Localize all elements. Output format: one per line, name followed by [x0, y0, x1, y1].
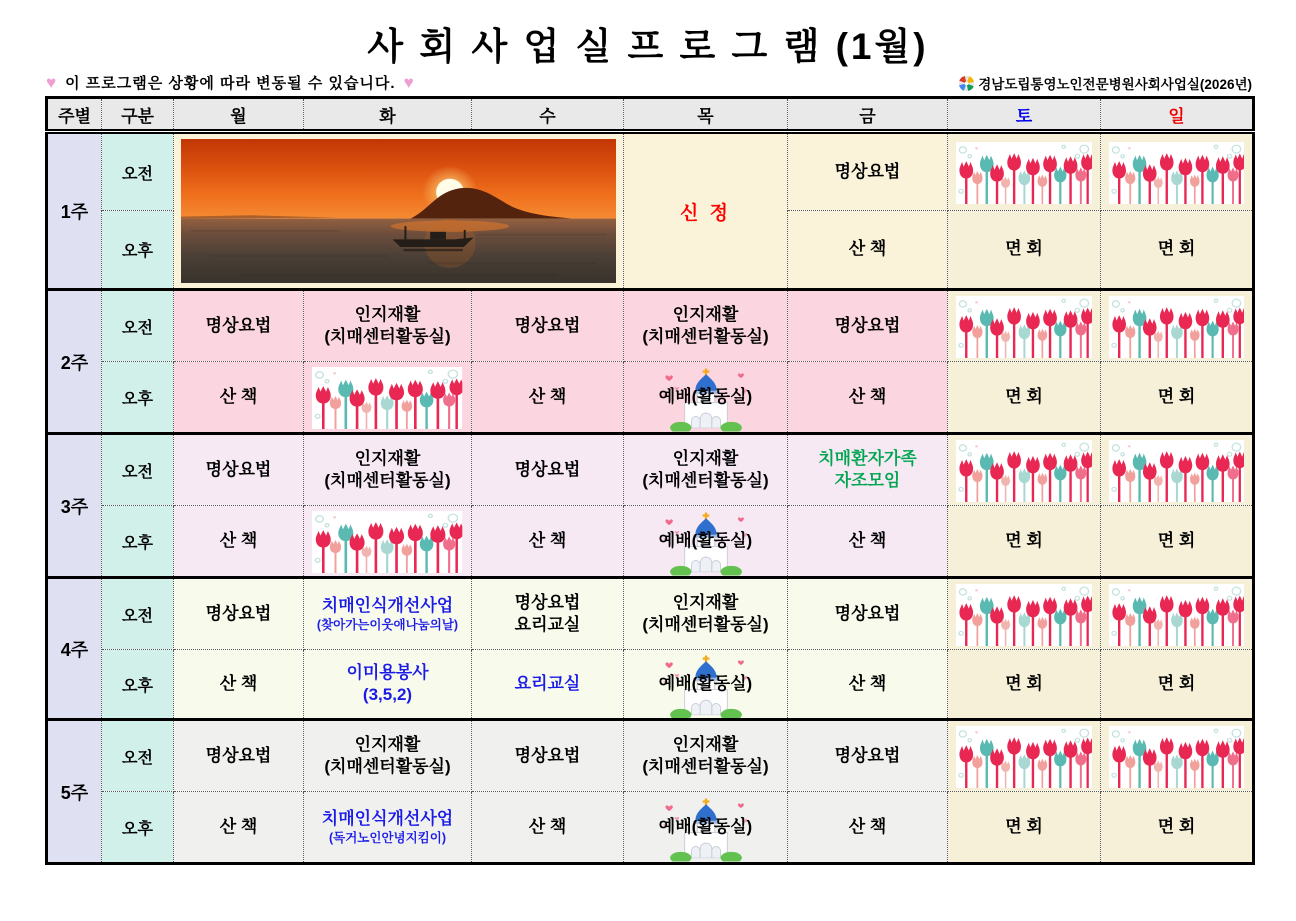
cell-week3-thu-pm: 예배(활동실) [624, 506, 788, 578]
cell-week5-wed-pm: 산 책 [472, 792, 624, 864]
cell-week3-tue-am: 인지재활 (치매센터활동실) [304, 434, 472, 506]
tulip-flowers-image [312, 367, 462, 429]
cell-week5-thu-am: 인지재활 (치매센터활동실) [624, 720, 788, 792]
cell-week3-fri-am: 치매환자가족 자조모임 [788, 434, 948, 506]
col-header-sun: 일 [1101, 98, 1254, 132]
tulip-flowers-image [312, 511, 462, 573]
session-label-am: 오전 [102, 434, 174, 506]
cell-week1-fri-pm: 산 책 [788, 211, 948, 290]
note-variability-text: 이 프로그램은 상황에 따라 변동될 수 있습니다. [65, 75, 396, 92]
page-title: 사 회 사 업 실 프 로 그 램 (1월) [367, 26, 929, 67]
cell-week1-sun-pm: 면 회 [1101, 211, 1254, 290]
session-label-am: 오전 [102, 290, 174, 362]
cell-week4-sat-pm: 면 회 [948, 650, 1101, 720]
cell-week3-wed-am: 명상요법 [472, 434, 624, 506]
week-label: 4주 [47, 578, 102, 720]
note-organization-text: 경남도립통영노인전문병원사회사업실(2026년) [978, 77, 1252, 92]
cell-week5-sat-am [948, 720, 1101, 792]
col-header-wed: 수 [472, 98, 624, 132]
tulip-flowers-image [956, 440, 1093, 502]
cell-week4-fri-pm: 산 책 [788, 650, 948, 720]
col-header-week: 주별 [47, 98, 102, 132]
cell-week4-thu-pm: 예배(활동실) [624, 650, 788, 720]
cell-week5-tue-am: 인지재활 (치매센터활동실) [304, 720, 472, 792]
cell-week5-thu-pm: 예배(활동실) [624, 792, 788, 864]
header-row [47, 98, 1254, 132]
cell-week2-sun-am [1101, 290, 1254, 362]
cell-week1-holiday: 신 정 [624, 132, 788, 290]
cell-week1-fri-am: 명상요법 [788, 132, 948, 211]
cell-week4-tue-am: 치매인식개선사업 (찾아가는이웃애나눔의날) [304, 578, 472, 650]
cell-week2-tue-am: 인지재활 (치매센터활동실) [304, 290, 472, 362]
session-label-am: 오전 [102, 132, 174, 211]
cell-week4-fri-am: 명상요법 [788, 578, 948, 650]
tulip-flowers-image [1109, 440, 1245, 502]
tulip-flowers-image [956, 584, 1093, 646]
cell-week3-sat-pm: 면 회 [948, 506, 1101, 578]
cell-week3-sun-am [1101, 434, 1254, 506]
cell-week1-mon-wed-photo [174, 132, 624, 290]
note-organization [958, 73, 1252, 93]
heart-icon: ♥ [403, 72, 415, 92]
cell-week2-fri-pm: 산 책 [788, 362, 948, 434]
cell-week3-mon-pm: 산 책 [174, 506, 304, 578]
week2-am-row [47, 290, 1254, 362]
cell-week2-mon-pm: 산 책 [174, 362, 304, 434]
tulip-flowers-image [956, 296, 1093, 358]
cell-week5-mon-am: 명상요법 [174, 720, 304, 792]
cell-week4-wed-am: 명상요법 요리교실 [472, 578, 624, 650]
week3-am-row [47, 434, 1254, 506]
cell-week5-fri-pm: 산 책 [788, 792, 948, 864]
cell-week3-fri-pm: 산 책 [788, 506, 948, 578]
cell-week5-sun-am [1101, 720, 1254, 792]
cell-week5-wed-am: 명상요법 [472, 720, 624, 792]
note-variability [46, 72, 415, 93]
session-label-pm: 오후 [102, 362, 174, 434]
cell-week2-wed-am: 명상요법 [472, 290, 624, 362]
week-label: 5주 [47, 720, 102, 864]
cell-week5-sat-pm: 면 회 [948, 792, 1101, 864]
cell-week2-mon-am: 명상요법 [174, 290, 304, 362]
session-label-pm: 오후 [102, 211, 174, 290]
week-label: 3주 [47, 434, 102, 578]
col-header-thu: 목 [624, 98, 788, 132]
cell-week4-wed-pm: 요리교실 [472, 650, 624, 720]
cell-week4-sun-pm: 면 회 [1101, 650, 1254, 720]
col-header-tue: 화 [304, 98, 472, 132]
session-label-am: 오전 [102, 720, 174, 792]
cell-week4-thu-am: 인지재활 (치매센터활동실) [624, 578, 788, 650]
week5-pm-row [47, 792, 1254, 864]
tulip-flowers-image [956, 726, 1093, 788]
cell-week4-sat-am [948, 578, 1101, 650]
notes-row [46, 72, 1252, 93]
week3-pm-row [47, 506, 1254, 578]
cell-week4-mon-pm: 산 책 [174, 650, 304, 720]
cell-week1-sun-am [1101, 132, 1254, 211]
week4-pm-row [47, 650, 1254, 720]
program-schedule-table [45, 96, 1255, 865]
tulip-flowers-image [1109, 726, 1245, 788]
cell-week2-fri-am: 명상요법 [788, 290, 948, 362]
cell-week3-tue-pm [304, 506, 472, 578]
tulip-flowers-image [1109, 142, 1245, 204]
week-label: 2주 [47, 290, 102, 434]
sunset-photo [181, 139, 616, 283]
tulip-flowers-image [956, 142, 1093, 204]
col-header-fri: 금 [788, 98, 948, 132]
col-header-sat: 토 [948, 98, 1101, 132]
week5-am-row [47, 720, 1254, 792]
cell-week5-fri-am: 명상요법 [788, 720, 948, 792]
cell-week4-sun-am [1101, 578, 1254, 650]
tulip-flowers-image [1109, 584, 1245, 646]
cell-week3-sat-am [948, 434, 1101, 506]
col-header-session: 구분 [102, 98, 174, 132]
week2-pm-row [47, 362, 1254, 434]
cell-week5-mon-pm: 산 책 [174, 792, 304, 864]
cell-week3-wed-pm: 산 책 [472, 506, 624, 578]
cell-week2-sat-am [948, 290, 1101, 362]
cell-week5-tue-pm: 치매인식개선사업 (독거노인안녕지킴이) [304, 792, 472, 864]
session-label-am: 오전 [102, 578, 174, 650]
session-label-pm: 오후 [102, 650, 174, 720]
cell-week1-sat-pm: 면 회 [948, 211, 1101, 290]
cell-week2-sun-pm: 면 회 [1101, 362, 1254, 434]
week1-am-row [47, 132, 1254, 211]
pinwheel-logo-icon [958, 75, 975, 92]
session-label-pm: 오후 [102, 506, 174, 578]
cell-week5-sun-pm: 면 회 [1101, 792, 1254, 864]
tulip-flowers-image [1109, 296, 1245, 358]
heart-icon: ♥ [46, 72, 58, 92]
cell-week2-thu-am: 인지재활 (치매센터활동실) [624, 290, 788, 362]
week4-am-row [47, 578, 1254, 650]
cell-week4-mon-am: 명상요법 [174, 578, 304, 650]
col-header-mon: 월 [174, 98, 304, 132]
week-label: 1주 [47, 132, 102, 290]
cell-week3-mon-am: 명상요법 [174, 434, 304, 506]
cell-week4-tue-pm: 이미용봉사 (3,5,2) [304, 650, 472, 720]
cell-week3-thu-am: 인지재활 (치매센터활동실) [624, 434, 788, 506]
cell-week2-wed-pm: 산 책 [472, 362, 624, 434]
session-label-pm: 오후 [102, 792, 174, 864]
cell-week1-sat-am [948, 132, 1101, 211]
schedule-page [0, 16, 1296, 921]
cell-week2-thu-pm: 예배(활동실) [624, 362, 788, 434]
cell-week2-sat-pm: 면 회 [948, 362, 1101, 434]
cell-week2-tue-pm [304, 362, 472, 434]
cell-week3-sun-pm: 면 회 [1101, 506, 1254, 578]
